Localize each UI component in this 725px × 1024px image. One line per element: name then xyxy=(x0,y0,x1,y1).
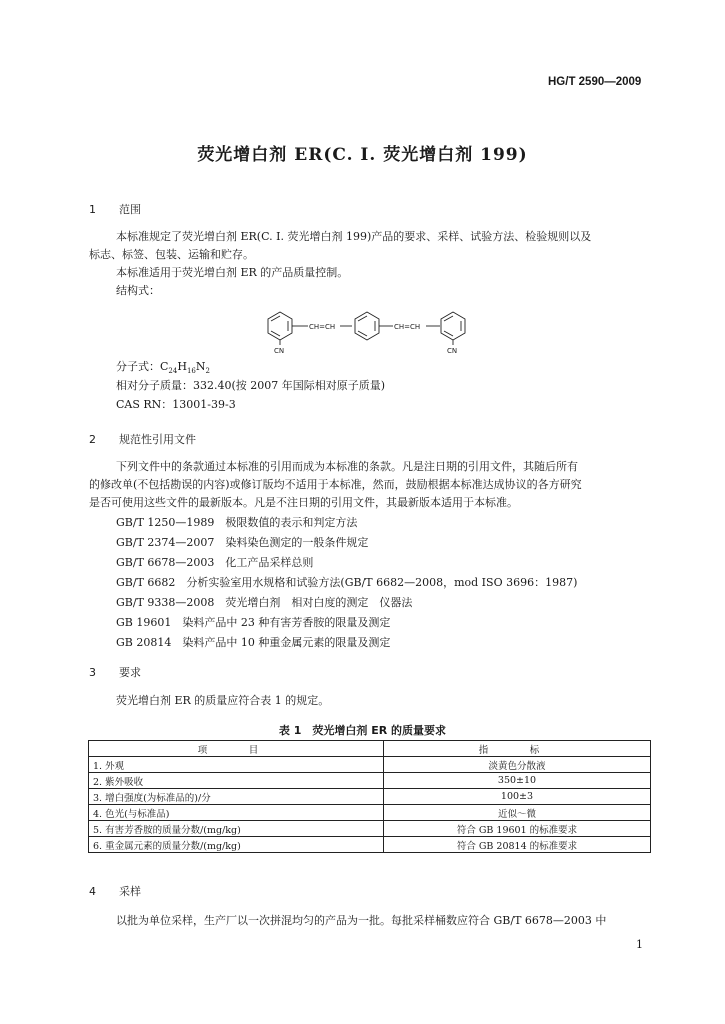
table-row xyxy=(89,805,651,821)
paragraph: 以批为单位采样，生产厂以一次拼混均匀的产品为一批。每批采样桶数应符合 GB/T 6678—2003 中 xyxy=(116,914,607,927)
section-title: 要求 xyxy=(119,666,141,679)
section-1-heading xyxy=(89,201,141,217)
table-row xyxy=(89,757,651,773)
table-row xyxy=(89,821,651,837)
cas-number: CAS RN：13001-39-3 xyxy=(116,398,236,411)
section-title: 范围 xyxy=(119,203,141,216)
paragraph: 标志、标签、包装、运输和贮存。 xyxy=(89,248,254,261)
table-cell-item: 1. 外观 xyxy=(89,757,384,773)
page-number: 1 xyxy=(636,938,643,951)
cyano-label: CN xyxy=(274,347,285,355)
table-cell-item: 4. 色光(与标准品) xyxy=(89,805,384,821)
document-title: 荧光增白剂 ER(C. I. 荧光增白剂 199) xyxy=(197,145,528,165)
standard-number: HG/T 2590—2009 xyxy=(548,76,642,88)
table-cell-item: 6. 重金属元素的质量分数/(mg/kg) xyxy=(89,837,384,853)
molecular-mass: 相对分子质量：332.40(按 2007 年国际相对原子质量) xyxy=(116,379,386,392)
table-cell-value: 符合 GB 19601 的标准要求 xyxy=(384,821,651,837)
reference-item: GB 19601 染料产品中 23 种有害芳香胺的限量及测定 xyxy=(116,616,391,629)
paragraph: 荧光增白剂 ER 的质量应符合表 1 的规定。 xyxy=(116,694,330,707)
paragraph: 是否可使用这些文件的最新版本。凡是不注日期的引用文件，其最新版本适用于本标准。 xyxy=(89,496,518,509)
molecular-formula: 分子式：$C_{24}H_{16}N_2$ xyxy=(116,360,210,376)
column-header-index: 指 标 xyxy=(384,741,651,757)
table-cell-value: 350±10 xyxy=(384,773,651,789)
section-number: 2 xyxy=(89,433,96,446)
table-row xyxy=(89,773,651,789)
reference-item: GB/T 2374—2007 染料染色测定的一般条件规定 xyxy=(116,536,369,549)
reference-item: GB 20814 染料产品中 10 种重金属元素的限量及测定 xyxy=(116,636,391,649)
vinylene-label: CH=CH xyxy=(394,323,421,331)
table-caption: 表 1 荧光增白剂 ER 的质量要求 xyxy=(278,724,447,737)
table-cell-value: 近似～微 xyxy=(384,805,651,821)
cyano-label: CN xyxy=(447,347,458,355)
table-cell-value: 100±3 xyxy=(384,789,651,805)
table-row xyxy=(89,837,651,853)
paragraph: 本标准规定了荧光增白剂 ER(C. I. 荧光增白剂 199)产品的要求、采样、试验方法、检验规则以及 xyxy=(116,230,592,243)
reference-item: GB/T 9338—2008 荧光增白剂 相对白度的测定 仪器法 xyxy=(116,596,413,609)
section-title: 规范性引用文件 xyxy=(119,433,196,446)
section-number: 3 xyxy=(89,666,96,679)
paragraph: 下列文件中的条款通过本标准的引用而成为本标准的条款。凡是注日期的引用文件，其随后所有 xyxy=(116,460,578,473)
reference-item: GB/T 1250—1989 极限数值的表示和判定方法 xyxy=(116,516,358,529)
section-title: 采样 xyxy=(119,885,141,898)
table-cell-value: 符合 GB 20814 的标准要求 xyxy=(384,837,651,853)
paragraph: 本标准适用于荧光增白剂 ER 的产品质量控制。 xyxy=(116,266,349,279)
section-3-heading xyxy=(89,664,141,680)
section-number: 4 xyxy=(89,885,96,898)
vinylene-label: CH=CH xyxy=(309,323,336,331)
section-4-heading xyxy=(89,883,141,899)
table-cell-value: 淡黄色分散液 xyxy=(384,757,651,773)
structural-formula xyxy=(260,306,475,358)
table-header-row xyxy=(89,741,651,757)
quality-requirements-table xyxy=(88,740,651,853)
table-cell-item: 2. 紫外吸收 xyxy=(89,773,384,789)
column-header-item: 项 目 xyxy=(89,741,384,757)
table-row xyxy=(89,789,651,805)
section-number: 1 xyxy=(89,203,96,216)
table-cell-item: 5. 有害芳香胺的质量分数/(mg/kg) xyxy=(89,821,384,837)
table-cell-item: 3. 增白强度(为标准品的)/分 xyxy=(89,789,384,805)
section-2-heading xyxy=(89,431,196,447)
reference-item: GB/T 6682 分析实验室用水规格和试验方法(GB/T 6682—2008，mod ISO 3696：1987) xyxy=(116,576,578,589)
reference-item: GB/T 6678—2003 化工产品采样总则 xyxy=(116,556,314,569)
structure-label: 结构式： xyxy=(116,284,160,297)
paragraph: 的修改单(不包括勘误的内容)或修订版均不适用于本标准，然而，鼓励根据本标准达成协议的各方研究 xyxy=(89,478,582,491)
